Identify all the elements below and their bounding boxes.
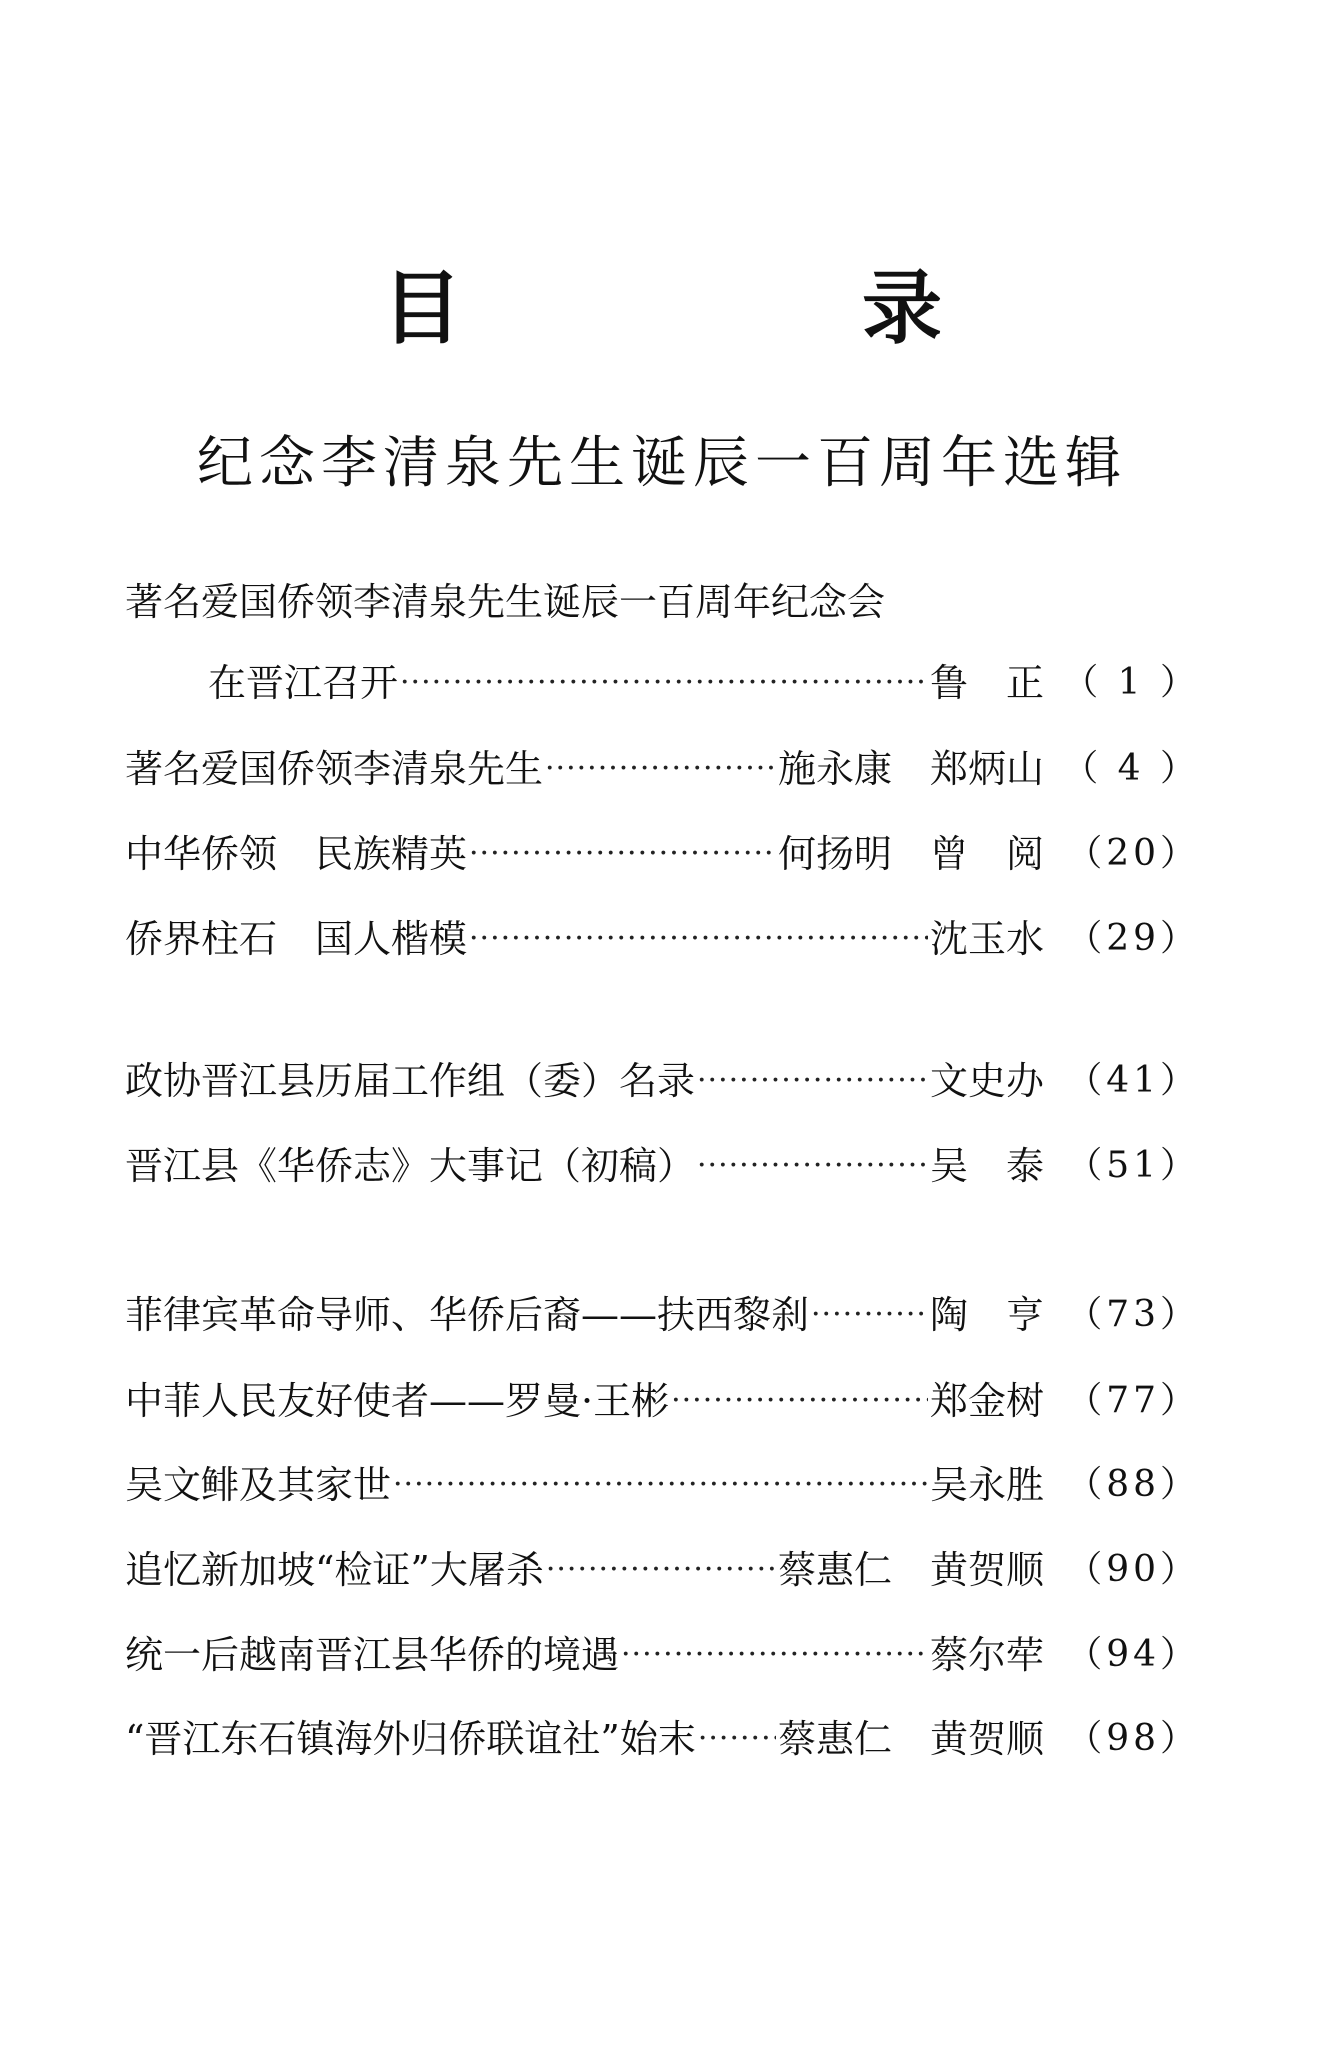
toc-entry-page: （29）	[1066, 918, 1200, 959]
toc-entry-title: 政协晋江县历届工作组（委）名录	[125, 1059, 696, 1103]
toc-entry	[125, 1542, 1200, 1598]
toc-entry-page: （77）	[1066, 1380, 1200, 1421]
toc-entry	[125, 1711, 1200, 1767]
toc-entry-title: 吴文鲱及其家世	[125, 1463, 392, 1507]
toc-entry-author: 蔡惠仁 黄贺顺	[777, 1717, 1044, 1761]
leader-dots	[811, 1300, 928, 1330]
toc-entry	[125, 911, 1200, 967]
toc-entry-author: 蔡尔荦	[929, 1633, 1044, 1677]
toc-entry-page: （73）	[1066, 1294, 1200, 1335]
toc-entry	[125, 1053, 1200, 1109]
toc-entry	[125, 1287, 1200, 1343]
leader-dots	[545, 754, 776, 784]
leader-dots	[621, 1640, 928, 1670]
toc-entry-page: （ 1 ）	[1062, 662, 1200, 703]
toc-entry	[125, 826, 1200, 882]
page-title: 目 录	[382, 261, 1102, 355]
toc-entry-title: 中华侨领 民族精英	[125, 832, 468, 876]
toc-entry	[125, 1457, 1200, 1513]
leader-dots	[400, 668, 928, 698]
toc-entry-author: 陶 亨	[929, 1293, 1044, 1337]
toc-entry	[208, 655, 1200, 711]
leader-dots	[698, 1724, 776, 1754]
toc-entry-author: 鲁 正	[929, 661, 1044, 705]
toc-entry-page: （51）	[1066, 1145, 1200, 1186]
leader-dots	[546, 1555, 776, 1585]
toc-entry-page: （20）	[1066, 833, 1200, 874]
leader-dots	[393, 1470, 928, 1500]
section-subtitle: 纪念李清泉先生诞辰一百周年选辑	[197, 431, 1127, 496]
toc-entry-title: “晋江东石镇海外归侨联谊社”始末	[125, 1717, 696, 1761]
toc-entry-title: 晋江县《华侨志》大事记（初稿）	[125, 1144, 696, 1188]
toc-entry-title: 统一后越南晋江县华侨的境遇	[125, 1633, 620, 1677]
toc-entry-title: 追忆新加坡“检证”大屠杀	[125, 1548, 544, 1592]
leader-dots	[671, 1386, 928, 1416]
toc-entry-author: 施永康 郑炳山	[777, 747, 1044, 791]
leader-dots	[469, 839, 776, 869]
toc-entry-title: 中菲人民友好使者——罗曼·王彬	[125, 1379, 670, 1423]
toc-entry	[125, 1373, 1200, 1429]
toc-entry-page: （94）	[1066, 1634, 1200, 1675]
toc-entry	[125, 1627, 1200, 1683]
leader-dots	[697, 1151, 928, 1181]
toc-entry-title: 著名爱国侨领李清泉先生	[125, 747, 544, 791]
toc-entry	[125, 741, 1200, 797]
toc-entry-title: 侨界柱石 国人楷模	[125, 917, 468, 961]
toc-entry-author: 吴 泰	[929, 1144, 1044, 1188]
toc-entry-title: 著名爱国侨领李清泉先生诞辰一百周年纪念会	[125, 579, 886, 624]
toc-entry-page: （41）	[1066, 1060, 1200, 1101]
toc-entry-page: （98）	[1066, 1718, 1200, 1759]
toc-entry-page: （90）	[1066, 1549, 1200, 1590]
toc-entry-author: 文史办	[929, 1059, 1044, 1103]
toc-entry-page: （ 4 ）	[1062, 748, 1200, 789]
toc-entry	[125, 1138, 1200, 1194]
leader-dots	[697, 1066, 928, 1096]
toc-entry-page: （88）	[1066, 1464, 1200, 1505]
toc-entry-1-line-1	[125, 570, 885, 626]
leader-dots	[469, 924, 928, 954]
toc-entry-author: 何扬明 曾 阅	[777, 832, 1044, 876]
toc-entry-title: 菲律宾革命导师、华侨后裔——扶西黎刹	[125, 1293, 810, 1337]
toc-entry-author: 沈玉水	[929, 917, 1044, 961]
toc-entry-author: 郑金树	[929, 1379, 1044, 1423]
toc-entry-title: 在晋江召开	[208, 661, 399, 705]
toc-entry-author: 蔡惠仁 黄贺顺	[777, 1548, 1044, 1592]
toc-entry-author: 吴永胜	[929, 1463, 1044, 1507]
